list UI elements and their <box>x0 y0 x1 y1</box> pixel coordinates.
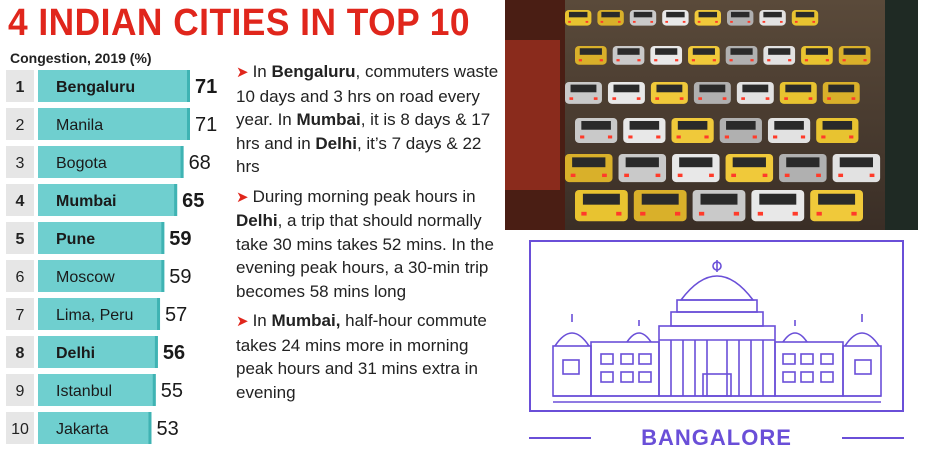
category-label: Mumbai <box>56 193 117 210</box>
tail-light <box>698 97 702 100</box>
rank-label: 8 <box>15 345 25 362</box>
car-window <box>844 48 866 55</box>
tail-light <box>763 21 766 23</box>
value-label: 71 <box>195 76 218 98</box>
car-window <box>655 48 677 55</box>
rank-label: 1 <box>15 79 25 96</box>
car-window <box>626 157 659 167</box>
tail-light <box>602 174 607 177</box>
tail-light <box>675 59 678 61</box>
car-window <box>699 12 717 17</box>
tail-light <box>571 174 576 177</box>
car-window <box>828 85 854 93</box>
tail-light <box>665 21 668 23</box>
tail-light <box>734 212 739 216</box>
infographic-title: 4 INDIAN CITIES IN TOP 10 <box>8 2 471 44</box>
tail-light <box>601 21 604 23</box>
bar-edge <box>174 184 177 216</box>
tail-light <box>838 174 843 177</box>
tail-light <box>612 97 616 100</box>
car-window <box>823 121 853 130</box>
rank-label: 4 <box>15 193 25 210</box>
car-window <box>806 48 828 55</box>
note-text: , commuters waste 10 days and 3 hrs on road every year. In <box>236 62 499 129</box>
car-window <box>642 194 679 205</box>
chart-subtitle: Congestion, 2019 (%) <box>10 50 152 66</box>
tail-light <box>763 174 768 177</box>
traffic-photo <box>505 0 918 230</box>
tail-light <box>650 21 653 23</box>
tail-light <box>633 21 636 23</box>
tail-light <box>817 212 822 216</box>
tail-light <box>723 97 727 100</box>
vidhana-soudha-icon <box>531 242 902 410</box>
value-label: 68 <box>188 152 211 174</box>
tail-light <box>849 135 853 138</box>
tail-light <box>741 97 745 100</box>
car-window <box>666 12 684 17</box>
tail-light <box>730 59 733 61</box>
car-window <box>656 85 682 93</box>
tail-light <box>795 21 798 23</box>
car-window <box>580 48 602 55</box>
tail-light <box>600 59 603 61</box>
tail-light <box>821 135 825 138</box>
tail-light <box>580 135 584 138</box>
tail-light <box>731 174 736 177</box>
bar-edge <box>181 146 184 178</box>
note-paragraph <box>236 60 508 179</box>
car-window <box>818 194 855 205</box>
car-window <box>726 121 756 130</box>
value-label: 65 <box>182 190 205 212</box>
category-label: Pune <box>56 231 96 248</box>
note-paragraph <box>236 309 508 404</box>
rank-label: 5 <box>15 231 25 248</box>
traffic-jam-image <box>505 0 918 230</box>
bar-edge <box>187 70 190 102</box>
bar-edge <box>153 374 156 406</box>
note-text: In <box>252 311 272 330</box>
tail-light <box>654 59 657 61</box>
tail-light <box>793 212 798 216</box>
notes-panel <box>236 60 508 410</box>
value-label: 53 <box>156 418 179 440</box>
tail-light <box>788 59 791 61</box>
value-label: 57 <box>165 304 188 326</box>
note-text: , it is 8 days & 17 hrs and in <box>236 110 491 153</box>
note-highlight: Mumbai, <box>271 311 341 330</box>
tail-light <box>698 21 701 23</box>
arrow-icon: ➤ <box>236 313 249 330</box>
tail-light <box>809 97 813 100</box>
car-window <box>601 12 619 17</box>
bar-edge <box>187 108 190 140</box>
tail-light <box>637 59 640 61</box>
tail-light <box>730 21 733 23</box>
tail-light <box>569 97 573 100</box>
car-window <box>768 48 790 55</box>
tail-light <box>655 97 659 100</box>
car-window <box>569 12 587 17</box>
tail-light <box>812 21 815 23</box>
car-window <box>571 85 597 93</box>
tail-light <box>784 97 788 100</box>
tail-light <box>628 135 632 138</box>
car-window <box>693 48 715 55</box>
car-window <box>581 121 611 130</box>
car-window <box>785 85 811 93</box>
tail-light <box>640 212 645 216</box>
rank-label: 3 <box>15 155 25 172</box>
rank-label: 6 <box>15 269 25 286</box>
car-window <box>572 157 605 167</box>
tail-light <box>715 21 718 23</box>
tail-light <box>805 59 808 61</box>
tail-light <box>801 135 805 138</box>
tail-light <box>826 59 829 61</box>
rank-label: 9 <box>15 383 25 400</box>
category-label: Istanbul <box>56 383 113 400</box>
car-window <box>679 157 712 167</box>
car-window <box>730 48 752 55</box>
note-text: , a trip that should normally take 30 mins takes 52 mins. In the evening peak hours, a 30-min trip becomes 58 mins long <box>236 211 494 301</box>
tail-light <box>568 21 571 23</box>
tail-light <box>618 21 621 23</box>
note-paragraph <box>236 185 508 304</box>
tail-light <box>827 97 831 100</box>
tail-light <box>692 59 695 61</box>
value-label: 59 <box>169 266 192 288</box>
tail-light <box>616 59 619 61</box>
car-window <box>630 121 660 130</box>
tail-light <box>767 59 770 61</box>
bar-edge <box>148 412 151 444</box>
value-label: 56 <box>162 342 186 364</box>
category-label: Bengaluru <box>56 79 136 96</box>
congestion-bar-chart <box>6 70 232 452</box>
car-window <box>678 121 708 130</box>
bangalore-label: BANGALORE <box>641 425 792 450</box>
tail-light <box>677 135 681 138</box>
note-highlight: Delhi <box>236 211 278 230</box>
tail-light <box>816 174 821 177</box>
tail-light <box>753 135 757 138</box>
tail-light <box>852 97 856 100</box>
bangalore-caption <box>529 424 904 452</box>
car-window <box>701 194 738 205</box>
rank-label: 10 <box>11 421 29 438</box>
category-label: Bogota <box>56 155 107 172</box>
tail-light <box>699 212 704 216</box>
tail-light <box>579 59 582 61</box>
rank-label: 2 <box>15 117 25 134</box>
value-label: 71 <box>195 114 218 136</box>
note-text: In <box>252 62 272 81</box>
car-window <box>786 157 819 167</box>
tail-light <box>758 212 763 216</box>
tail-light <box>709 174 714 177</box>
arrow-icon: ➤ <box>236 64 249 81</box>
tail-light <box>624 174 629 177</box>
note-text: , it’s 7 days & 22 hrs <box>236 133 482 176</box>
car-window <box>634 12 652 17</box>
car-window <box>699 85 725 93</box>
tail-light <box>713 59 716 61</box>
note-highlight: Bengaluru <box>271 62 356 81</box>
bar-edge <box>161 260 164 292</box>
car-window <box>617 48 639 55</box>
tail-light <box>773 135 777 138</box>
tail-light <box>750 59 753 61</box>
tail-light <box>656 174 661 177</box>
bar-edge <box>157 298 160 330</box>
tail-light <box>608 135 612 138</box>
car-window <box>583 194 620 205</box>
tail-light <box>785 174 790 177</box>
tail-light <box>683 21 686 23</box>
category-label: Jakarta <box>56 421 109 438</box>
tail-light <box>637 97 641 100</box>
tail-light <box>863 59 866 61</box>
car-window <box>763 12 781 17</box>
tail-light <box>780 21 783 23</box>
rank-label: 7 <box>15 307 25 324</box>
tail-light <box>843 59 846 61</box>
car-window <box>774 121 804 130</box>
category-label: Lima, Peru <box>56 307 134 324</box>
car-window <box>742 85 768 93</box>
tail-light <box>748 21 751 23</box>
bar-edge <box>155 336 158 368</box>
category-label: Moscow <box>56 269 115 286</box>
tail-light <box>851 212 856 216</box>
car-window <box>733 157 766 167</box>
car-window <box>614 85 640 93</box>
bangalore-logo-frame <box>529 240 904 412</box>
tail-light <box>594 97 598 100</box>
car-window <box>759 194 796 205</box>
tail-light <box>766 97 770 100</box>
tail-light <box>678 174 683 177</box>
tail-light <box>656 135 660 138</box>
category-label: Delhi <box>56 345 96 362</box>
tail-light <box>616 212 621 216</box>
note-highlight: Mumbai <box>296 110 361 129</box>
tail-light <box>870 174 875 177</box>
category-label: Manila <box>56 117 104 134</box>
tail-light <box>586 21 589 23</box>
car-window <box>840 157 873 167</box>
note-text: During morning peak hours in <box>252 186 476 206</box>
tail-light <box>680 97 684 100</box>
tail-light <box>704 135 708 138</box>
note-text: half-hour commute takes 24 mins more in morning peak hours and 31 mins extra in evening <box>236 311 487 402</box>
value-label: 59 <box>169 228 192 250</box>
arrow-icon: ➤ <box>236 188 249 206</box>
tail-light <box>725 135 729 138</box>
car-window <box>731 12 749 17</box>
note-highlight: Delhi <box>315 133 357 153</box>
tail-light <box>675 212 680 216</box>
car-window <box>796 12 814 17</box>
bar-edge <box>161 222 164 254</box>
tail-light <box>581 212 586 216</box>
value-label: 55 <box>160 380 183 402</box>
